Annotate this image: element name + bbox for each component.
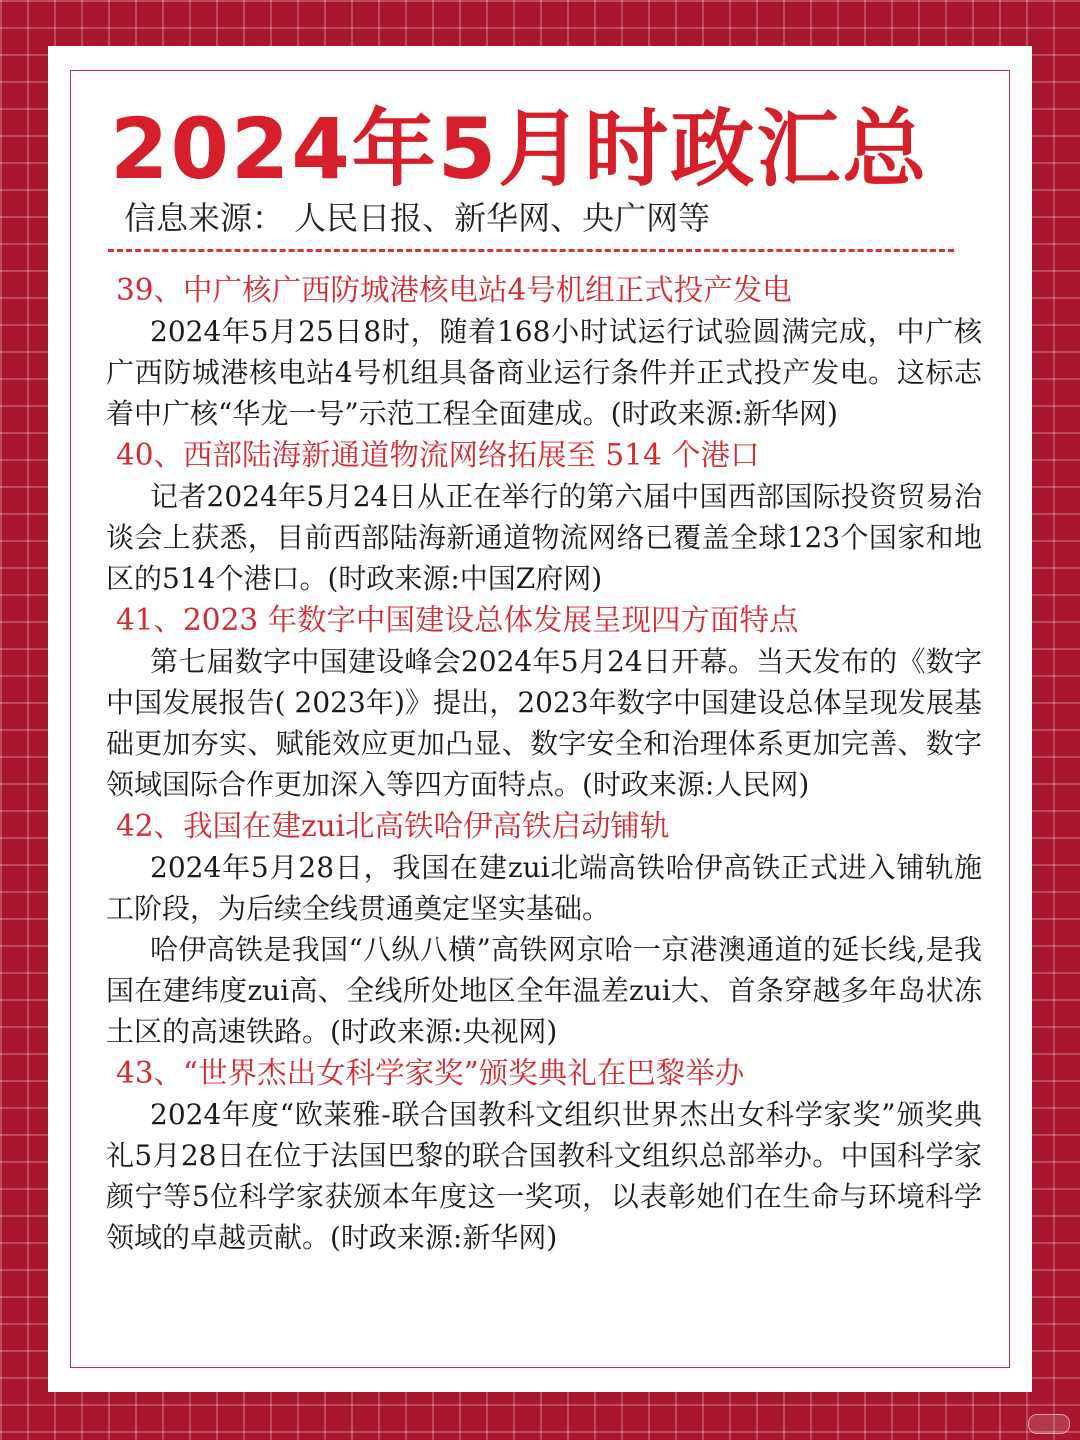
news-paragraph: 2024年5月28日，我国在建zui北端高铁哈伊高铁正式进入铺轨施工阶段，为后续全线贯通奠定坚实基础。 bbox=[106, 851, 982, 925]
news-item bbox=[106, 599, 982, 805]
news-heading: 39、中广核广西防城港核电站4号机组正式投产发电 bbox=[116, 273, 792, 307]
news-paragraph: 2024年5月25日8时，随着168小时试运行试验圆满完成，中广核广西防城港核电站4号机组具备商业运行条件并正式投产发电。这标志着中广核“华龙一号”示范工程全面建成。(时政来源:新华网) bbox=[106, 315, 982, 430]
watermark-badge bbox=[1028, 1414, 1070, 1434]
news-paragraph: 哈伊高铁是我国“八纵八横”高铁网京哈一京港澳通道的延长线,是我国在建纬度zui高、全线所处地区全年温差zui大、首条穿越多年岛状冻土区的高速铁路。(时政来源:央视网) bbox=[106, 933, 982, 1048]
news-item bbox=[106, 1052, 982, 1258]
news-paragraph: 记者2024年5月24日从正在举行的第六届中国西部国际投资贸易治谈会上获悉，目前西部陆海新通道物流网络已覆盖全球123个国家和地区的514个港口。(时政来源:中国Z府网) bbox=[106, 480, 982, 595]
news-list bbox=[106, 269, 982, 1258]
news-heading: 43、“世界杰出女科学家奖”颁奖典礼在巴黎举办 bbox=[116, 1056, 745, 1090]
content-card bbox=[48, 46, 1032, 1392]
source-line: 信息来源： 人民日报、新华网、央广网等 bbox=[124, 199, 711, 237]
news-item bbox=[106, 434, 982, 599]
news-paragraph: 第七届数字中国建设峰会2024年5月24日开幕。当天发布的《数字中国发展报告( 2023年)》提出，2023年数字中国建设总体呈现发展基础更加夯实、赋能效应更加凸显、数字安全和治理体系更加完善、数字领域国际合作更加深入等四方面特点。(时政来源:人民网) bbox=[106, 645, 982, 801]
news-item bbox=[106, 805, 982, 1052]
dashed-divider bbox=[108, 249, 954, 252]
news-heading: 41、2023 年数字中国建设总体发展呈现四方面特点 bbox=[116, 603, 799, 637]
news-heading: 40、西部陆海新通道物流网络拓展至 514 个港口 bbox=[116, 438, 760, 472]
page-title: 2024年5月时政汇总 bbox=[110, 100, 929, 198]
news-paragraph: 2024年度“欧莱雅-联合国教科文组织世界杰出女科学家奖”颁奖典礼5月28日在位于法国巴黎的联合国教科文组织总部举办。中国科学家颜宁等5位科学家获颁本年度这一奖项，以表彰她们在生命与环境科学领域的卓越贡献。(时政来源:新华网) bbox=[106, 1098, 982, 1254]
news-item bbox=[106, 269, 982, 434]
news-heading: 42、我国在建zui北高铁哈伊高铁启动铺轨 bbox=[116, 809, 670, 843]
